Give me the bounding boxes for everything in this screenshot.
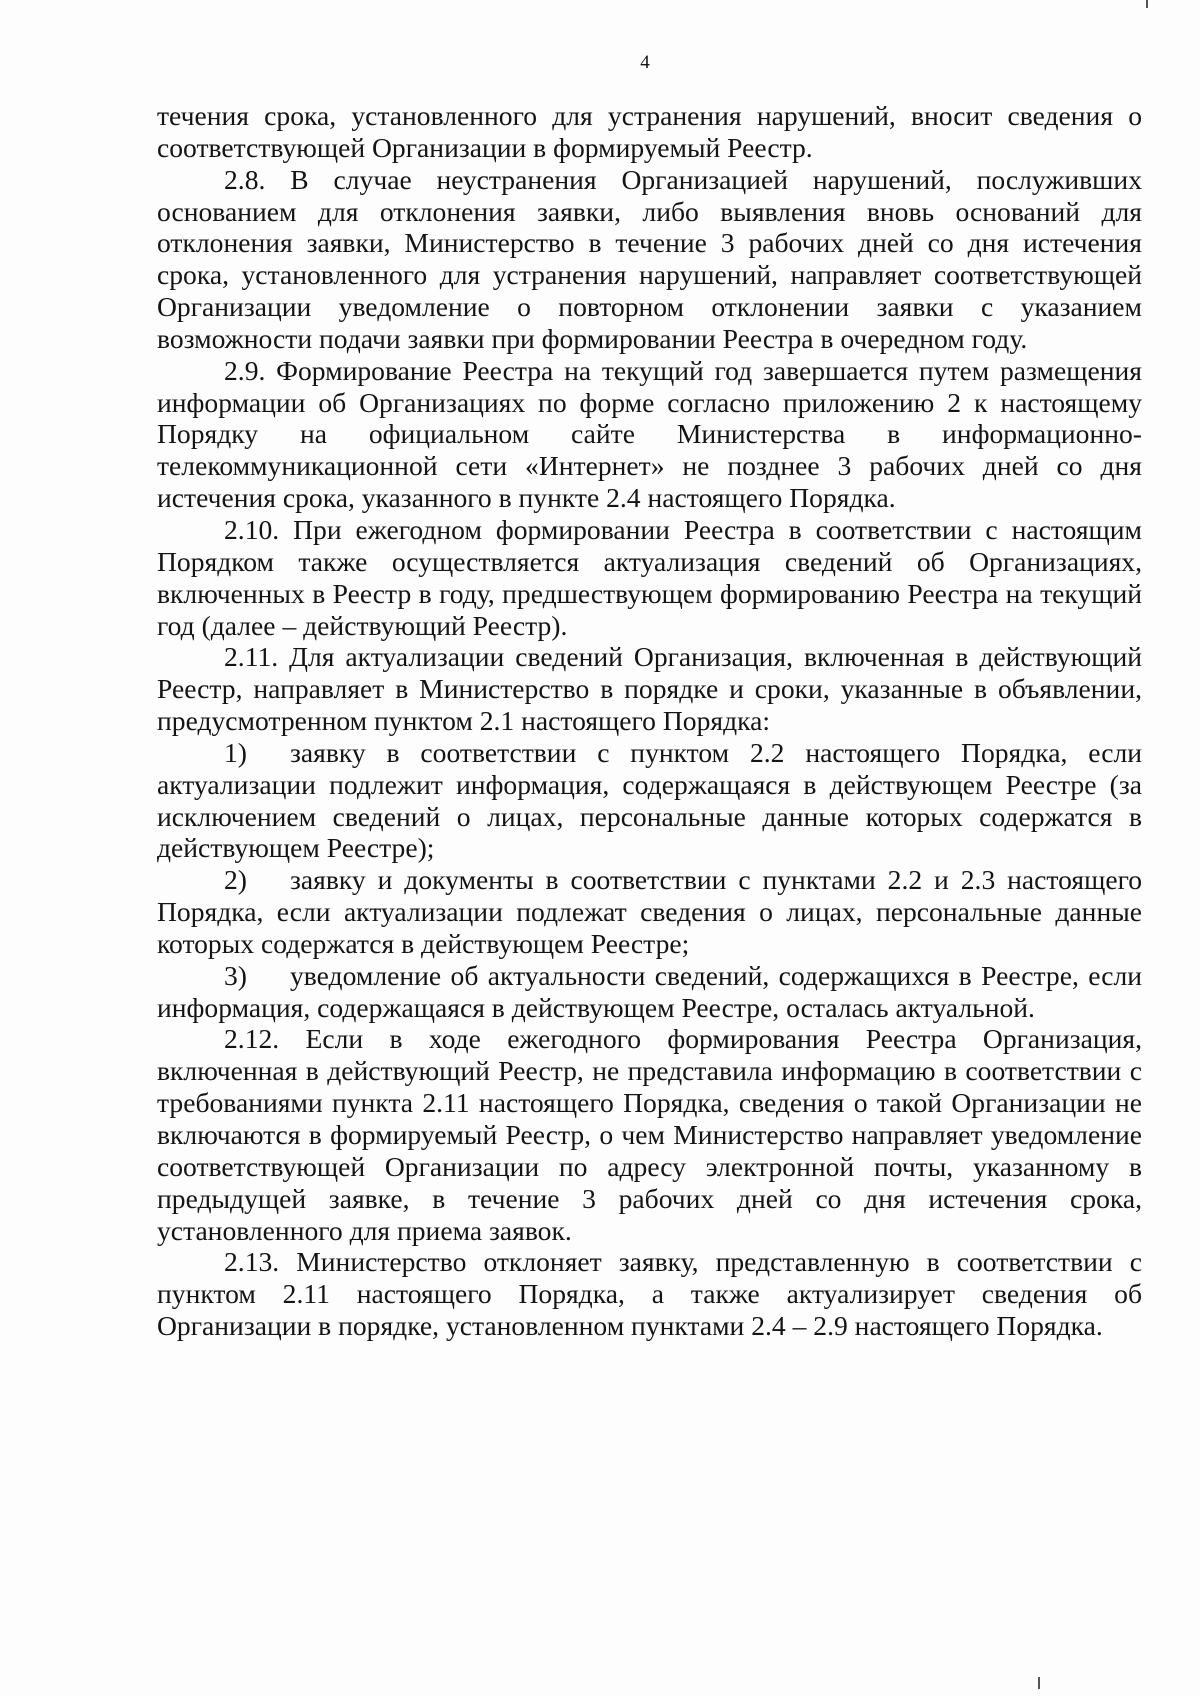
paragraph-continuation: течения срока, установленного для устранения нарушений, вносит сведения о соответствующей Организации в формируемый Реестр. — [157, 100, 1142, 163]
paragraph-2-8: 2.8. В случае неустранения Организацией нарушений, послуживших основанием для отклонения заявки, либо выявления вновь оснований для отклонения заявки, Министерство в течение 3 рабочих дней со дня истечения срока, установленного для устранения нарушений, направляет соответствующей Организации уведомление о повторном отклонении заявки с указанием возможности подачи заявки при формировании Реестра в очередном году. — [157, 163, 1142, 354]
list-item-number: 3) — [224, 959, 247, 991]
list-item — [157, 960, 1142, 1024]
list-item-text: заявку в соответствии с пунктом 2.2 настоящего Порядка, если актуализации подлежит информация, содержащаяся в действующем Реестре (за исключением сведений о лицах, персональные данные которых содержатся в действующем Реестре); — [157, 736, 1142, 864]
scan-artifact-mark — [1038, 1677, 1040, 1689]
paragraph-2-12: 2.12. Если в ходе ежегодного формирования Реестра Организация, включенная в действующий Реестр, не представила информацию в соответствии с требованиями пункта 2.11 настоящего Порядка, сведения о такой Организации не включаются в формируемый Реестр, о чем Министерство направляет уведомление соответствующей Организации по адресу электронной почты, указанному в предыдущей заявке, в течение 3 рабочих дней со дня истечения срока, установленного для приема заявок. — [157, 1023, 1142, 1246]
scan-artifact-mark — [1146, 0, 1148, 8]
paragraph-2-9: 2.9. Формирование Реестра на текущий год завершается путем размещения информации об Организациях по форме согласно приложению 2 к настоящему Порядку на официальном сайте Министерства в информационно-телекоммуникационной сети «Интернет» не позднее 3 рабочих дней со дня истечения срока, указанного в пункте 2.4 настоящего Порядка. — [157, 354, 1142, 514]
document-body — [157, 100, 1142, 1342]
page-number: 4 — [640, 52, 650, 73]
paragraph-2-10: 2.10. При ежегодном формировании Реестра в соответствии с настоящим Порядком также осуществляется актуализация сведений об Организациях, включенных в Реестр в году, предшествующем формированию Реестра на текущий год (далее – действующий Реестр). — [157, 513, 1142, 641]
list-item — [157, 737, 1142, 864]
paragraph-2-11: 2.11. Для актуализации сведений Организация, включенная в действующий Реестр, направляет в Министерство в порядке и сроки, указанные в объявлении, предусмотренном пунктом 2.1 настоящего Порядка: — [157, 641, 1142, 737]
list-item-text: уведомление об актуальности сведений, содержащихся в Реестре, если информация, содержащаяся в действующем Реестре, осталась актуальной. — [157, 959, 1142, 1023]
paragraph-2-13: 2.13. Министерство отклоняет заявку, представленную в соответствии с пунктом 2.11 настоящего Порядка, а также актуализирует сведения об Организации в порядке, установленном пунктами 2.4 – 2.9 настоящего Порядка. — [157, 1246, 1142, 1342]
list-item-number: 2) — [224, 864, 247, 896]
list-item-text: заявку и документы в соответствии с пунктами 2.2 и 2.3 настоящего Порядка, если актуализации подлежат сведения о лицах, персональные данные которых содержатся в действующем Реестре; — [157, 864, 1142, 959]
list-item-number: 1) — [224, 736, 247, 768]
list-item — [157, 864, 1142, 960]
